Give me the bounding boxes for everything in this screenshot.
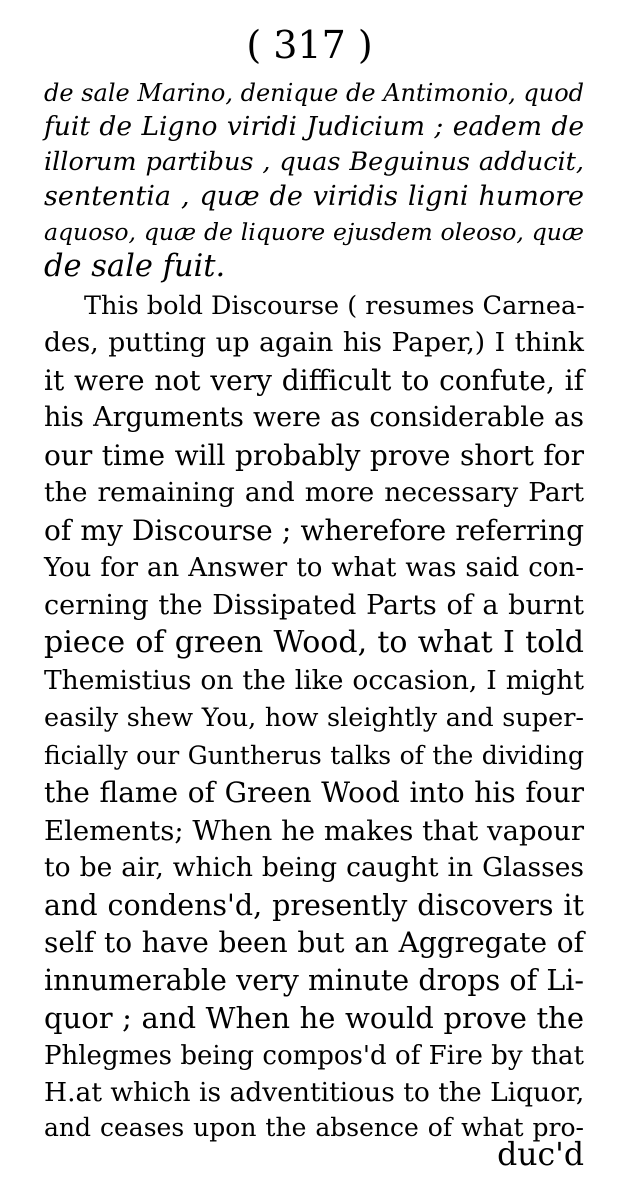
english-line: ficially our Guntherus talks of the dividing [44,741,584,770]
english-line: Elements; When he makes that vapour [44,815,584,847]
english-line: H.at which is adventitious to the Liquor, [44,1077,585,1108]
english-line: it were not very difficult to confute, if [44,364,584,397]
english-line: innumerable very minute drops of Li- [44,964,584,997]
catchword: duc'd [497,1137,584,1173]
english-line: Themistius on the like occasion, I might [44,665,584,696]
latin-line: illorum partibus , quas Beguinus adducit, [44,147,584,177]
english-line: This bold Discourse ( resumes Carnea- [84,291,585,321]
english-line: easily shew You, how sleightly and super- [44,703,584,733]
english-line: piece of green Wood, to what I told [44,625,584,660]
latin-line: sententia , quæ de viridis ligni humore [44,181,584,212]
english-line: cerning the Dissipated Parts of a burnt [44,590,584,621]
latin-line: fuit de Ligno viridi Judicium ; eadem de [44,111,584,142]
english-line: his Arguments were as considerable as [44,402,584,433]
page-number: ( 317 ) [246,23,373,67]
english-line: quor ; and When he would prove the [44,1001,584,1035]
latin-line: aquoso, quæ de liquore ejusdem oleoso, quæ [44,218,584,246]
latin-line: de sale Marino, denique de Antimonio, quod [44,79,584,107]
english-line: the flame of Green Wood into his four [44,776,584,809]
english-line: and condens'd, presently discovers it [44,889,584,922]
english-line: des, putting up again his Paper,) I think [44,327,584,358]
english-line: and ceases upon the absence of what pro- [44,1113,584,1142]
latin-line: de sale fuit. [44,249,226,284]
english-line: the remaining and more necessary Part [44,477,584,508]
english-line: self to have been but an Aggregate of [44,926,584,959]
english-line: our time will probably prove short for [44,439,584,472]
english-line: of my Discourse ; wherefore referring [44,514,584,547]
english-line: to be air, which being caught in Glasses [44,852,584,883]
english-line: Phlegmes being compos'd of Fire by that [44,1041,584,1071]
english-line: You for an Answer to what was said con- [44,553,584,583]
